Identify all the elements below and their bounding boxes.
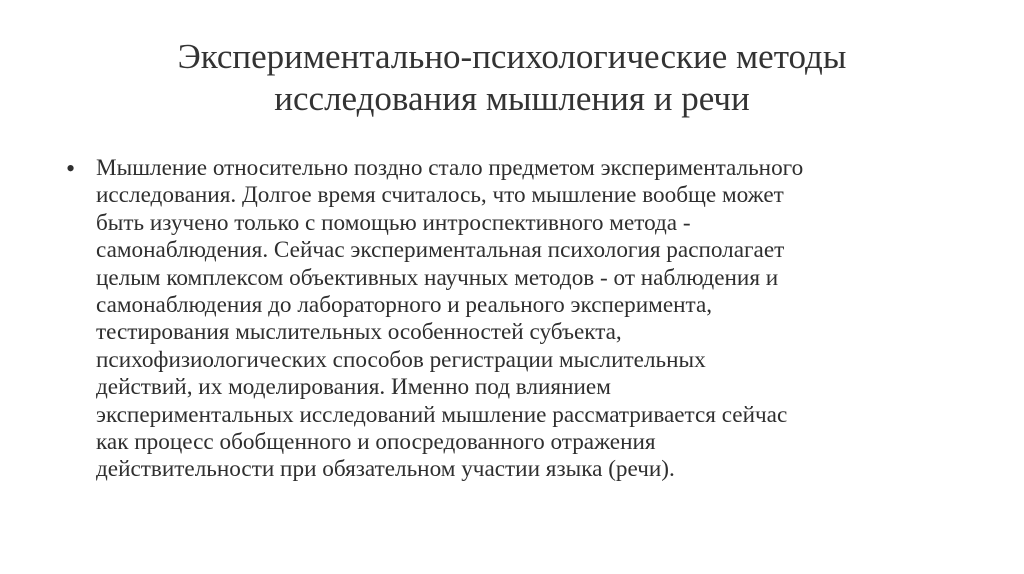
bullet-line: быть изучено только с помощью интроспективного метода - [96, 209, 691, 236]
bullet-marker: • [66, 154, 76, 183]
bullet-line: действий, их моделирования. Именно под влиянием [96, 374, 611, 401]
bullet-line: как процесс обобщенного и опосредованного отражения [96, 429, 656, 456]
bullet-line: Мышление относительно поздно стало предметом экспериментального [96, 155, 804, 181]
bullet-line: целым комплексом объективных научных методов - от наблюдения и [96, 264, 779, 291]
bullet-line: самонаблюдения. Сейчас экспериментальная психология располагает [96, 237, 785, 264]
bullet-line: самонаблюдения до лабораторного и реального эксперимента, [96, 292, 713, 319]
bullet-line: психофизиологических способов регистрации мыслительных [96, 346, 706, 373]
slide-title-line: исследования мышления и речи [274, 79, 750, 118]
slide-content [66, 155, 966, 484]
bullet-line: экспериментальных исследований мышление рассматривается сейчас [96, 401, 788, 428]
slide-title-line: Экспериментально-психологические методы [177, 37, 847, 76]
slide-title [0, 36, 1024, 120]
bullet-line: действительности при обязательном участии языка (речи). [96, 456, 675, 483]
bullet-line: исследования. Долгое время считалось, что мышление вообще может [96, 182, 784, 209]
bullet-text [96, 155, 803, 484]
bullet-line: тестирования мыслительных особенностей субъекта, [96, 319, 622, 346]
bullet-item [66, 155, 966, 484]
